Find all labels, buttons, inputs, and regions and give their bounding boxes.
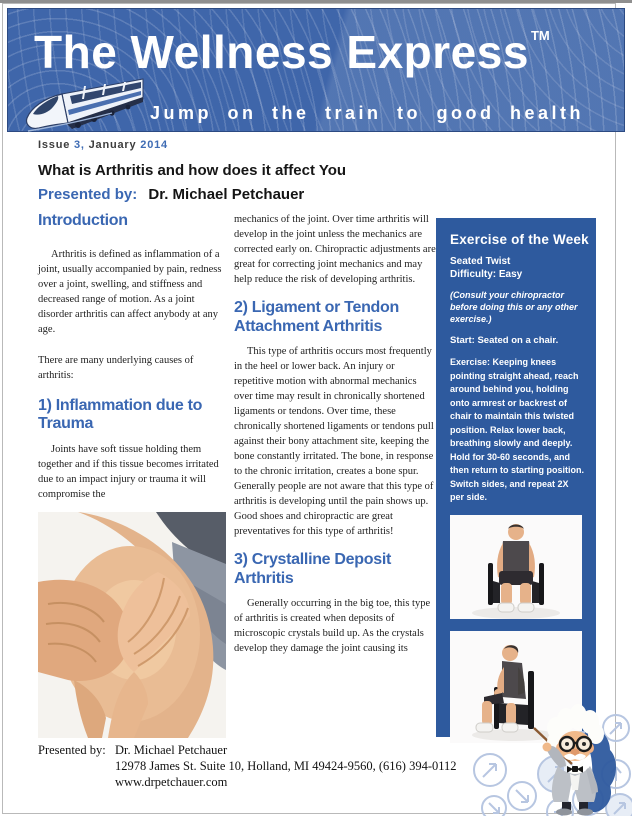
difficulty-label: Difficulty:: [450, 269, 497, 280]
knee-hands-photo: [38, 512, 226, 738]
presented-by-label: Presented by:: [38, 186, 138, 203]
heading-introduction: Introduction: [38, 212, 128, 229]
column-left: [38, 212, 230, 516]
presented-by-line: [38, 186, 304, 203]
footer: [38, 742, 457, 790]
heading-ligament-tendon: 2) Ligament or Tendon Attachment Arthritis: [234, 299, 399, 335]
footer-contact-info: [115, 742, 457, 790]
exercise-sidebar: [436, 218, 596, 737]
exercise-difficulty: [450, 268, 584, 281]
exercise-text: Keeping knees pointing straight ahead, reach around behind you, holding onto armrest or backrest of chair to maintain this twisted position. Relax lower back, breathing slowly and deeply. Hold for 30-60 seconds, and then return to starting position. Switch sides, and repeat 2X per side.: [450, 357, 584, 502]
issue-line: [38, 139, 168, 151]
issue-prefix: Issue: [38, 139, 71, 151]
sidebar-title: Exercise of the Week: [450, 232, 589, 247]
footer-website: www.drpetchauer.com: [115, 775, 228, 789]
masthead-banner: [7, 8, 625, 132]
exercise-label: Exercise:: [450, 357, 491, 367]
footer-doctor-name: Dr. Michael Petchauer: [115, 743, 228, 757]
exercise-photo-start: [450, 515, 582, 619]
trademark-mark: TM: [530, 28, 550, 43]
difficulty-value: Easy: [498, 269, 523, 280]
chiropractor-note: (Consult your chiropractor before doing this or any other exercise.): [450, 290, 578, 324]
issue-year: 2014: [140, 139, 168, 151]
article-headline: What is Arthritis and how does it affect You: [38, 162, 347, 179]
intro-paragraph-2: There are many underlying causes of arthritis:: [38, 354, 194, 381]
exercise-instruction: [450, 356, 584, 505]
trauma-paragraph: Joints have soft tissue holding them together and if this tissue becomes irritated due to an impact injury or trauma it will compromise the: [38, 443, 219, 500]
footer-presented-label: Presented by:: [38, 743, 106, 757]
mechanics-paragraph: mechanics of the joint. Over time arthritis will develop in the joint unless the mechanics are corrected early on. Chiropractic adjustments are great for correcting joint mechanics and may help reduce the risk of developing arthritis.: [234, 214, 436, 285]
exercise-name: Seated Twist: [450, 256, 511, 267]
banner-tagline: Jump on the train to good health: [150, 103, 584, 123]
presented-by-name: Dr. Michael Petchauer: [148, 186, 305, 203]
crystalline-paragraph: Generally occurring in the big toe, this type of arthritis is created when deposits of microscopic crystals build up. As the crystals develop they damage the joint causing its: [234, 598, 431, 654]
newsletter-title: [34, 25, 614, 79]
heading-inflammation-trauma: 1) Inflammation due to Trauma: [38, 396, 203, 432]
start-instruction: [450, 334, 584, 347]
column-middle: [234, 212, 436, 670]
newsletter-title-text: The Wellness Express: [34, 26, 529, 78]
start-text: Seated on a chair.: [477, 335, 559, 346]
issue-month: January: [88, 139, 137, 151]
start-label: Start:: [450, 335, 475, 346]
train-icon: [22, 73, 146, 135]
issue-number: 3,: [74, 139, 85, 151]
ligament-paragraph: This type of arthritis occurs most frequently in the heel or lower back. An injury or repetitive motion with abnormal mechanics over time may result in chronically shortened ligaments or tendons. Over time, these chronically shortened ligaments or tendons pull against their bony attachment site, keeping the bone constantly irritated. The bone, in response to the chronic irritation, creates a bone spur. Generally people are not aware that this type of arthritis is developing until the pain shows up. Good shoes and chiropractic are great preventatives for this type of arthritis!: [234, 346, 434, 537]
page-top-edge: [0, 0, 632, 3]
intro-paragraph-1: Arthritis is defined as inflammation of a joint, usually accompanied by pain, redness over a joint, swelling, and stiffness and decreased range of motion. As a joint disorder arthritis can affect anybody at any age.: [38, 248, 222, 335]
footer-address: 12978 James St. Suite 10, Holland, MI 49424-9560, (616) 394-0112: [115, 759, 457, 773]
professor-mascot: [522, 702, 628, 816]
heading-crystalline-deposit: 3) Crystalline Deposit Arthritis: [234, 551, 392, 587]
